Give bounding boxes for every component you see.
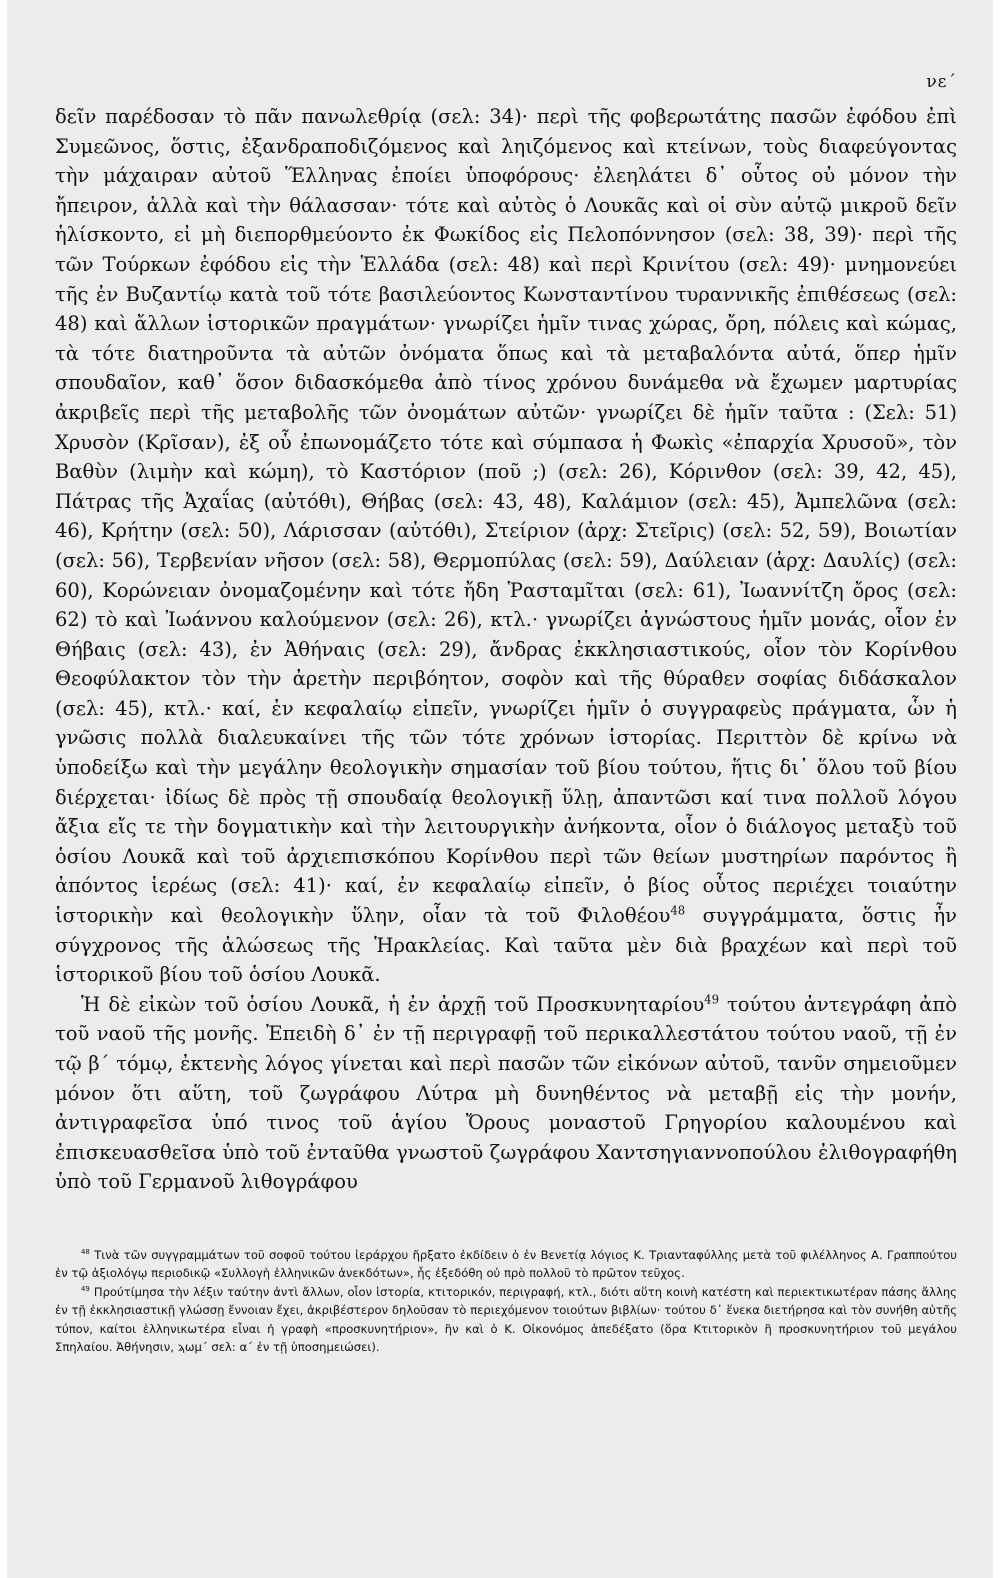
footnote-number: 49 (81, 1284, 90, 1293)
book-page (7, 0, 993, 1578)
footnote-ref-48: 48 (670, 903, 686, 918)
paragraph-1-text: δεῖν παρέδοσαν τὸ πᾶν πανωλεθρίᾳ (σελ: 34)· περὶ τῆς φοβερωτάτης πασῶν ἐφόδου ἐπὶ Συμεῶνος, ὅστις, ἐξανδραποδιζόμενος καὶ ληιζόμενος καὶ κτείνων, τοὺς διαφεύγοντας τὴν μάχαιραν αὐτοῦ Ἕλληνας ἐποίει ὑποφόρους· ἐλεηλάτει δ᾽ οὗτος οὐ μόνον τὴν ἤπειρον, ἀλλὰ καὶ τὴν θάλασσαν· τότε καὶ αὐτὸς ὁ Λουκᾶς καὶ οἱ σὺν αὐτῷ μικροῦ δεῖν ἡλίσκοντο, εἰ μὴ διεπορθμεύοντο ἐκ Φωκίδος εἰς Πελοπόννησον (σελ: 38, 39)· περὶ τῆς τῶν Τούρκων ἐφόδου εἰς τὴν Ἑλλάδα (σελ: 48) καὶ περὶ Κρινίτου (σελ: 49)· μνημονεύει τῆς ἐν Βυζαντίῳ κατὰ τοῦ τότε βασιλεύοντος Κωνσταντίνου τυραννικῆς ἐπιθέσεως (σελ: 48) καὶ ἄλλων ἱστορικῶν πραγμάτων· γνωρίζει ἡμῖν τινας χώρας, ὄρη, πόλεις καὶ κώμας, τὰ τότε διατηροῦντα τὰ αὐτῶν ὀνόματα ὅπως καὶ τὰ μεταβαλόντα αὐτά, ὅπερ ἡμῖν σπουδαῖον, καθ᾽ ὅσον διδασκόμεθα ἀπὸ τίνος χρόνου δυνάμεθα νὰ ἔχωμεν μαρτυρίας ἀκριβεῖς περὶ τῆς μεταβολῆς τῶν ὀνομάτων αὐτῶν· γνωρίζει δὲ ἡμῖν ταῦτα : (Σελ: 51) Χρυσὸν (Κρῖσαν), ἐξ οὗ ἐπωνομάζετο τότε καὶ σύμπασα ἡ Φωκὶς «ἐπαρχία Χρυσοῦ», τὸν Βαθὺν (λιμὴν καὶ κώμη), τὸ Καστόριον (ποῦ ;) (σελ: 26), Κόρινθον (σελ: 39, 42, 45), Πάτρας τῆς Ἀχαΐας (αὐτόθι), Θήβας (σελ: 43, 48), Καλάμιον (σελ: 45), Ἀμπελῶνα (σελ: 46), Κρήτην (σελ: 50), Λάρισσαν (αὐτόθι), Στείριον (ἀρχ: Στεῖρις) (σελ: 52, 59), Βοιωτίαν (σελ: 56), Τερβενίαν νῆσον (σελ: 58), Θερμοπύλας (σελ: 59), Δαύλειαν (ἀρχ: Δαυλίς) (σελ: 60), Κορώνειαν ὀνομαζομένην καὶ τότε ἤδη Ῥασταμῖται (σελ: 61), Ἰωαννίτζη ὄρος (σελ: 62) τὸ καὶ Ἰωάννου καλούμενον (σελ: 26), κτλ.· γνωρίζει ἀγνώστους ἡμῖν μονάς, οἷον ἐν Θήβαις (σελ: 43), ἐν Ἀθήναις (σελ: 29), ἄνδρας ἐκκλησιαστικούς, οἷον τὸν Κορίνθου Θεοφύλακτον τὸν τὴν ἀρετὴν περιβόητον, σοφὸν καὶ τῆς θύραθεν σοφίας διδάσκαλον (σελ: 45), κτλ.· καί, ἐν κεφαλαίῳ εἰπεῖν, γνωρίζει ἡμῖν ὁ συγγραφεὺς πράγματα, ὧν ἡ γνῶσις πολλὰ διαλευκαίνει τῆς τῶν τότε χρόνων ἱστορίας. Περιττὸν δὲ κρίνω νὰ ὑποδείξω καὶ τὴν μεγάλην θεολογικὴν σημασίαν τοῦ βίου τούτου, ἥτις δι᾽ ὅλου τοῦ βίου διέρχεται· ἰδίως δὲ πρὸς τῇ σπουδαίᾳ θεολογικῇ ὕλῃ, ἀπαντῶσι καί τινα πολλοῦ λόγου ἄξια εἴς τε τὴν δογματικὴν καὶ τὴν λειτουργικὴν ἀνήκοντα, οἷον ὁ διάλογος μεταξὺ τοῦ ὁσίου Λουκᾶ καὶ τοῦ ἀρχιεπισκόπου Κορίνθου περὶ τῶν θείων μυστηρίων παρόντος ἢ ἀπόντος ἱερέως (σελ: 41)· καί, ἐν κεφαλαίῳ εἰπεῖν, ὁ βίος οὗτος περιέχει τοιαύτην ἱστορικὴν καὶ θεολογικὴν ὕλην, οἷαν τὰ τοῦ Φιλοθέου (55, 105, 957, 928)
page-number: νε΄ (926, 72, 957, 92)
paragraph-2 (55, 990, 957, 1197)
footnotes (55, 1246, 957, 1356)
paragraph-1 (55, 102, 957, 990)
footnote-text: Τινὰ τῶν συγγραμμάτων τοῦ σοφοῦ τούτου ἱεράρχου ἤρξατο ἐκδίδειν ὁ ἐν Βενετίᾳ λόγιος Κ. Τριανταφύλλης μετὰ τοῦ φιλέλληνος Α. Γραππούτου ἐν τῷ ἀξιολόγῳ περιοδικῷ «Συλλογὴ ἑλληνικῶν ἀνεκδότων», ἧς ἐξεδόθη οὐ πρὸ πολλοῦ τὸ πρῶτον τεῦχος. (55, 1248, 957, 1281)
footnote-number: 48 (81, 1248, 90, 1257)
footnote-48 (55, 1246, 957, 1283)
footnote-text: Προύτίμησα τὴν λέξιν ταύτην ἀντὶ ἄλλων, οἷον ἱστορία, κτιτορικόν, περιγραφή, κτλ., διότι αὕτη κοινὴ κατέστη καὶ περιεκτικωτέραν πάσης ἄλλης ἐν τῇ ἐκκλησιαστικῇ γλώσσῃ ἔννοιαν ἔχει, ἀκριβέστερον δηλοῦσαν τὸ περιεχόμενον τοιούτων βιβλίων· τούτου δ᾽ ἕνεκα διετήρησα καὶ τὸν συνήθη αὐτῆς τύπον, καίτοι ἑλληνικωτέρα εἶναι ἡ γραφὴ «προσκυνητήριον», ἣν καὶ ὁ Κ. Οἰκονόμος ἀπεδέξατο (ὅρα Κτιτορικὸν ἢ προσκυνητήριον τοῦ μεγάλου Σπηλαίου. Ἀθήνησιν, ϡωμ΄ σελ: α΄ ἐν τῇ ὑποσημειώσει). (55, 1284, 957, 1355)
paragraph-1-tail: συγγράμματα, ὅστις ἦν σύγχρονος τῆς ἁλώσεως τῆς Ἡρακλείας. Καὶ ταῦτα μὲν διὰ βραχέων καὶ περὶ τοῦ ἱστορικοῦ βίου τοῦ ὁσίου Λουκᾶ. (55, 904, 957, 987)
footnote-ref-49: 49 (704, 992, 720, 1007)
body-text (55, 102, 957, 1197)
footnote-49 (55, 1283, 957, 1357)
paragraph-2-tail: τούτου ἀντεγράφη ἀπὸ τοῦ ναοῦ τῆς μονῆς. Ἐπειδὴ δ᾽ ἐν τῇ περιγραφῇ τοῦ περικαλλεστάτου τούτου ναοῦ, τῇ ἐν τῷ β΄ τόμῳ, ἐκτενὴς λόγος γίνεται καὶ περὶ πασῶν τῶν εἰκόνων αὐτοῦ, τανῦν σημειοῦμεν μόνον ὅτι αὕτη, τοῦ ζωγράφου Λύτρα μὴ δυνηθέντος νὰ μεταβῇ εἰς τὴν μονήν, ἀντιγραφεῖσα ὑπό τινος τοῦ ἁγίου Ὄρους μοναστοῦ Γρηγορίου καλουμένου καὶ ἐπισκευασθεῖσα ὑπὸ τοῦ ἐνταῦθα γνωστοῦ ζωγράφου Χαντσηγιαννοπούλου ἐλιθογραφήθη ὑπὸ τοῦ Γερμανοῦ λιθογράφου (55, 992, 957, 1194)
paragraph-2-text: Ἡ δὲ εἰκὼν τοῦ ὁσίου Λουκᾶ, ἡ ἐν ἀρχῇ τοῦ Προσκυνηταρίου (81, 992, 705, 1016)
